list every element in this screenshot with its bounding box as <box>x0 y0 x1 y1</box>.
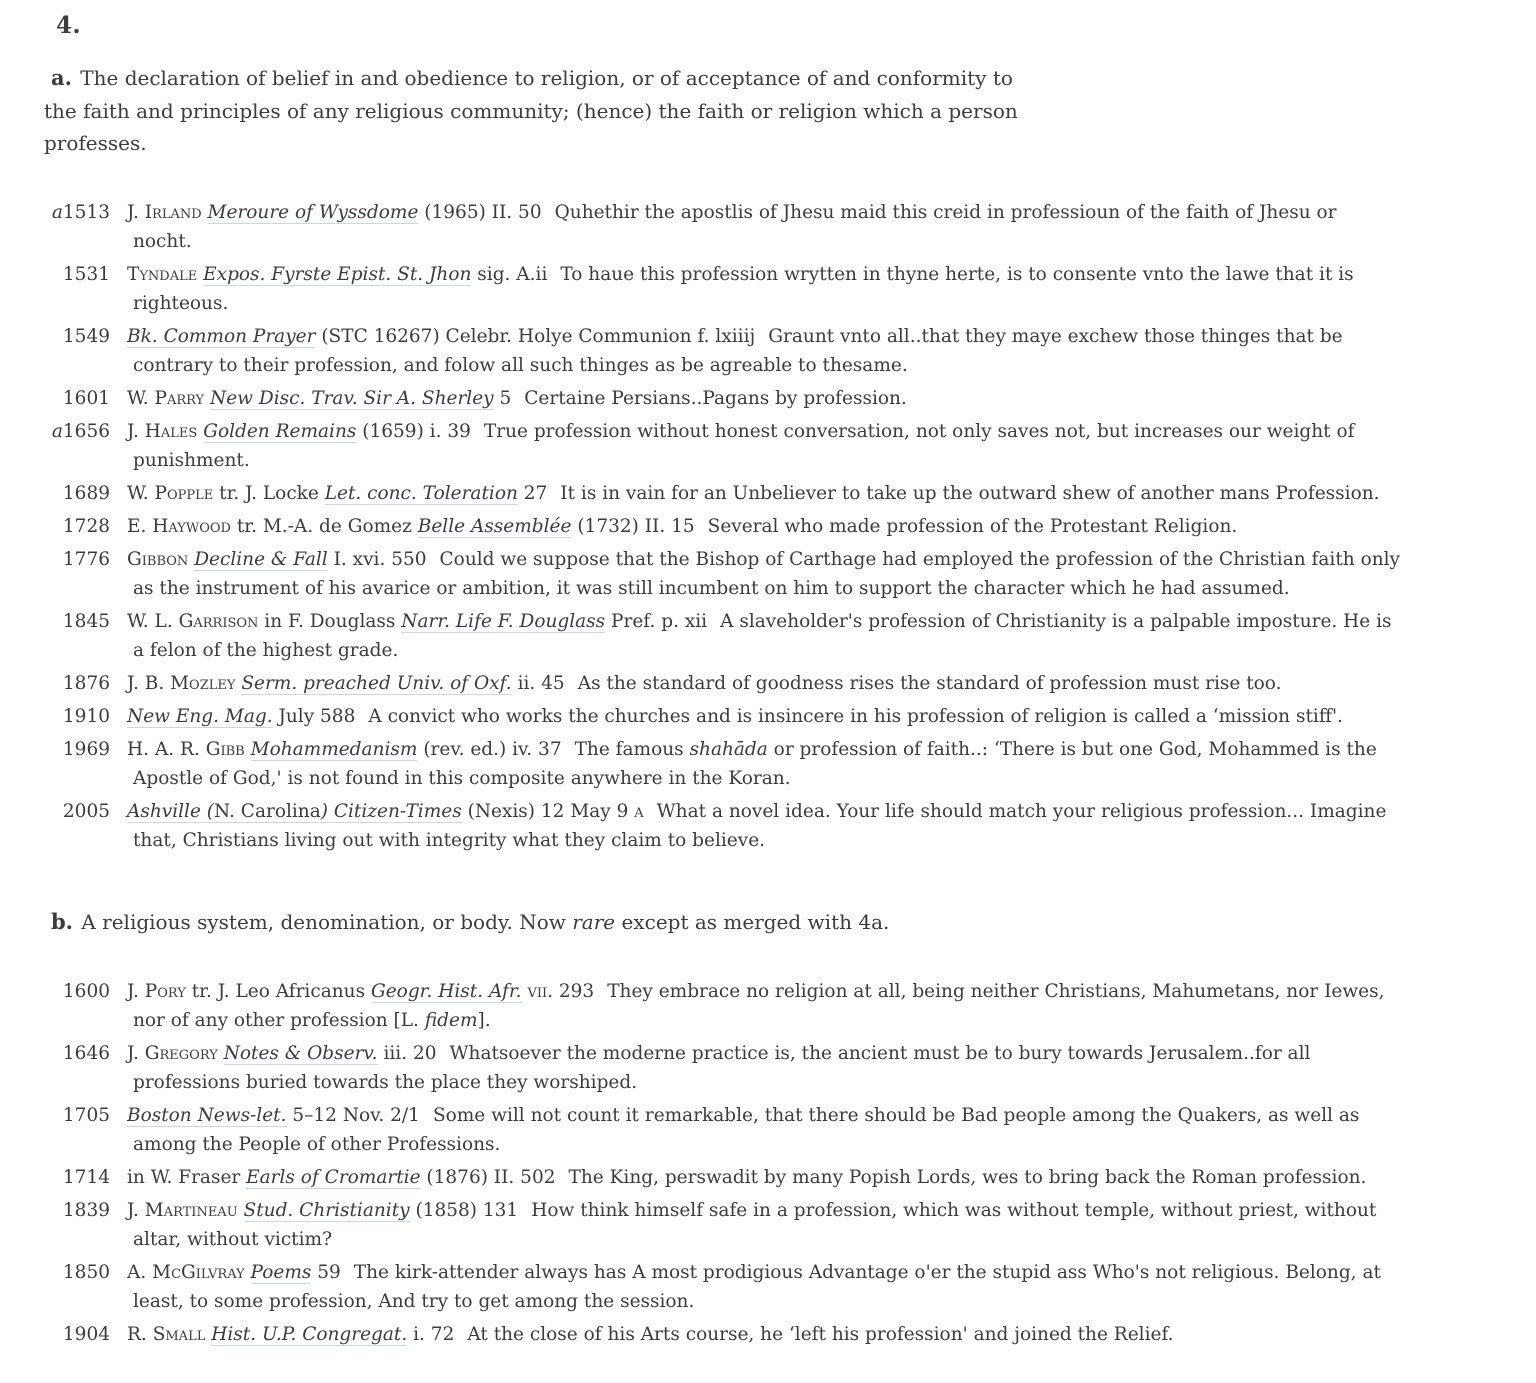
citation-text: (1732) II. 15 <box>571 515 695 537</box>
quotation-date: 1876 <box>62 672 110 694</box>
quotation-date: 1714 <box>62 1166 110 1188</box>
quotation-body <box>127 417 1401 475</box>
citation-text: except as merged with 4a. <box>615 909 890 934</box>
quote-text <box>708 516 1238 537</box>
author-name: J. Martineau <box>127 1199 238 1221</box>
citation-text <box>245 1262 251 1283</box>
citation-text: (STC 16267) Celebr. Holye Communion f. lxiiij <box>315 325 756 347</box>
quotation-date: 1689 <box>62 482 110 504</box>
citation-text: To haue this profession wrytten in thyne herte, is to consente vnto the lawe that it is righteous. <box>133 263 1354 314</box>
citation-text: They embrace no religion at all, being neither Christians, Mahumetans, nor Iewes, nor of any other profession [L. <box>133 980 1385 1031</box>
quotation-date: 1531 <box>62 263 110 285</box>
sense-b-definition-text <box>81 910 889 934</box>
quotation-row <box>44 384 1478 413</box>
citation-text: 5–12 Nov. 2/1 <box>286 1104 420 1126</box>
quotation-body <box>127 384 907 413</box>
work-title-link[interactable]: Notes & Observ. <box>223 1042 378 1064</box>
citation-text: tr. M.-A. de Gomez <box>230 515 418 537</box>
sense-a-letter: a. <box>51 65 72 90</box>
quotation-body <box>127 977 1401 1035</box>
quotation-row <box>44 479 1478 508</box>
quotation-date: 1776 <box>62 548 110 570</box>
work-title-link[interactable]: ) Citizen-Times <box>320 800 462 822</box>
quote-text <box>467 1324 1173 1345</box>
quotation-row <box>44 260 1478 318</box>
quotation-row <box>44 735 1478 793</box>
citation-text: (1659) i. 39 <box>356 420 471 442</box>
quote-text <box>578 673 1282 694</box>
citation-text: tr. J. Leo Africanus <box>185 980 371 1002</box>
quotation-body <box>127 322 1401 380</box>
work-title-link[interactable]: Belle Assemblée <box>417 515 572 537</box>
citation-text: Whatsoever the moderne practice is, the ancient must be to bury towards Jerusalem..for all professions buried towards the place they worshiped. <box>133 1042 1311 1093</box>
sense-b-definition <box>44 905 1444 939</box>
quote-text <box>524 388 907 409</box>
work-title-link[interactable]: Golden Remains <box>203 420 357 442</box>
work-title-link[interactable]: New Eng. Mag. <box>127 705 273 727</box>
author-name: J. Irland <box>127 201 202 223</box>
quotation-row <box>44 1320 1478 1349</box>
quotation-body <box>127 1258 1401 1316</box>
citation-text: A convict who works the churches and is insincere in his profession of religion is called a ‘mission stiff'. <box>368 705 1343 727</box>
sense-b-quotations <box>44 977 1478 1349</box>
citation-text: Could we suppose that the Bishop of Carthage had employed the profession of the Christian faith only as the instrument of his avarice or ambition, it was still incumbent on him to support the character which he had assumed. <box>133 548 1400 599</box>
author-name: H. A. R. Gibb <box>127 738 245 760</box>
work-title-link[interactable]: Narr. Life F. Douglass <box>401 610 606 632</box>
sense-a-quotations <box>44 198 1478 855</box>
quotation-body <box>127 260 1401 318</box>
quotation-date: 1549 <box>62 325 110 347</box>
citation-text: As the standard of goodness rises the standard of profession must rise too. <box>577 672 1282 694</box>
citation-text: (1858) 131 <box>409 1199 519 1221</box>
citation-text: in W. Fraser <box>127 1166 247 1188</box>
quotation-date: 1601 <box>62 387 110 409</box>
quotation-date: 1969 <box>62 738 110 760</box>
citation-text: It is in vain for an Unbeliever to take up the outward shew of another mans Profession. <box>560 482 1380 504</box>
citation-text: in F. Douglass <box>258 610 402 632</box>
quotation-row <box>44 512 1478 541</box>
quotation-date: 2005 <box>62 800 110 822</box>
author-name: J. Gregory <box>127 1042 218 1064</box>
citation-text: July 588 <box>272 705 356 727</box>
quotation-row <box>44 702 1478 731</box>
quotation-date: 1845 <box>62 610 110 632</box>
quotation-row <box>44 977 1478 1035</box>
quote-text <box>368 706 1343 727</box>
citation-text: vii <box>527 980 548 1002</box>
work-title-link[interactable]: Meroure of Wyssdome <box>207 201 419 223</box>
citation-text: A slaveholder's profession of Christianity is a palpable imposture. He is a felon of the highest grade. <box>133 610 1392 661</box>
quotation-date: 1904 <box>62 1323 110 1345</box>
author-name: A. McGilvray <box>127 1261 245 1283</box>
citation-text: Pref. p. xii <box>605 610 708 632</box>
citation-text: 5 <box>493 387 512 409</box>
quotation-row <box>44 1039 1478 1097</box>
quotation-row <box>44 669 1478 698</box>
quotation-row <box>44 1101 1478 1159</box>
work-title-link[interactable]: Boston News-let. <box>127 1104 287 1126</box>
work-title-link[interactable]: Hist. U.P. Congregat. <box>211 1323 408 1345</box>
quotation-body <box>127 669 1282 698</box>
citation-text: ]. <box>477 1009 491 1031</box>
quotation-body <box>127 1163 1366 1192</box>
sense-number: 4. <box>56 12 82 39</box>
author-name: Gibbon <box>127 548 189 570</box>
citation-text: Several who made profession of the Protestant Religion. <box>707 515 1238 537</box>
citation-text: Graunt vnto all..that they maye exchew those thinges that be contrary to their profession, and folow all such thinges as be agreable to thesame. <box>133 325 1343 376</box>
quote-text <box>560 483 1379 504</box>
quotation-row <box>44 1163 1478 1192</box>
quotation-date: 1646 <box>62 1042 110 1064</box>
citation-text: Some will not count it remarkable, that there should be Bad people among the Quakers, as well as among the People of other Professions. <box>133 1104 1360 1155</box>
citation-text <box>238 1200 244 1221</box>
citation-text: I. xvi. 550 <box>327 548 427 570</box>
author-name: R. Small <box>127 1323 206 1345</box>
quotation-body <box>127 1101 1401 1159</box>
quotation-body <box>127 479 1380 508</box>
quotation-row <box>44 545 1478 603</box>
work-title-link[interactable]: Stud. Christianity <box>243 1199 410 1221</box>
citation-text: What a novel idea. Your life should match your religious profession... Imagine that, Christians living out with integrity what they claim to believe. <box>133 800 1387 851</box>
quotation-body <box>127 607 1401 665</box>
citation-text <box>245 739 251 760</box>
work-title-link[interactable]: Decline & Fall <box>194 548 328 570</box>
quotation-body <box>127 1039 1401 1097</box>
author-name: Tyndale <box>127 263 198 285</box>
citation-text: How think himself safe in a profession, which was without temple, without priest, without altar, without victim? <box>133 1199 1377 1250</box>
work-title-link[interactable]: N. Carolina <box>214 800 321 822</box>
quote-italic-term: fidem <box>424 1009 478 1031</box>
work-title-link[interactable]: Poems <box>250 1261 312 1283</box>
quotation-row <box>44 607 1478 665</box>
sense-a-definition-text <box>44 66 1018 155</box>
citation-text: The kirk-attender always has A most prodigious Advantage o'er the stupid ass Who's not religious. Belong, at least, to some profession, And try to get among the session. <box>133 1261 1381 1312</box>
citation-text: i. 72 <box>407 1323 455 1345</box>
author-name: W. Popple <box>127 482 214 504</box>
author-name: J. Hales <box>127 420 198 442</box>
author-name: W. L. Garrison <box>127 610 259 632</box>
author-name: E. Haywood <box>127 515 231 537</box>
citation-text: ii. 45 <box>511 672 565 694</box>
quotation-row <box>44 1196 1478 1254</box>
citation-text: or profession of faith..: ‘There is but one God, Mohammed is the Apostle of God,' is not found in this composite anywhere in the Koran. <box>133 738 1377 789</box>
quotation-body <box>127 797 1401 855</box>
citation-text <box>202 202 208 223</box>
work-title-link[interactable]: Ashville ( <box>127 800 215 822</box>
quotation-body <box>127 735 1401 793</box>
citation-text: The famous <box>574 738 690 760</box>
quotation-row <box>44 417 1478 475</box>
quotation-date: 1850 <box>62 1261 110 1283</box>
quotation-date: 1839 <box>62 1199 110 1221</box>
quote-italic-term: rare <box>572 909 616 934</box>
quotation-body <box>127 198 1401 256</box>
sense-a-section <box>44 61 1478 855</box>
citation-text: (rev. ed.) iv. 37 <box>417 738 562 760</box>
date-ante-prefix: a <box>51 420 63 442</box>
citation-text: True profession without honest conversation, not only saves not, but increases our weight of punishment. <box>133 420 1355 471</box>
citation-text: 59 <box>311 1261 341 1283</box>
work-title-link[interactable]: Let. conc. Toleration <box>324 482 518 504</box>
sense-a-definition <box>44 61 1044 160</box>
citation-text: (Nexis) 12 May 9 <box>461 800 635 822</box>
quote-italic-term: shahāda <box>689 738 768 760</box>
citation-text: a <box>634 800 644 822</box>
quotation-body <box>127 512 1237 541</box>
citation-text <box>218 1043 224 1064</box>
work-title-link[interactable]: New Disc. Trav. Sir A. Sherley <box>210 387 494 409</box>
quote-text <box>569 1167 1367 1188</box>
citation-text: . 293 <box>547 980 595 1002</box>
quotation-row <box>44 797 1478 855</box>
work-title-link[interactable]: Mohammedanism <box>250 738 418 760</box>
citation-text: The declaration of belief in and obedience to religion, or of acceptance of and conformity to the faith and principles of any religious community; (hence) the faith or religion which a person professes. <box>44 66 1018 156</box>
citation-text: (1876) II. 502 <box>420 1166 556 1188</box>
work-title-link[interactable]: Serm. preached Univ. of Oxf. <box>241 672 512 694</box>
citation-text: At the close of his Arts course, he ‘left his profession' and joined the Relief. <box>467 1323 1174 1345</box>
work-title-link[interactable]: Bk. Common Prayer <box>127 325 316 347</box>
quotation-body <box>127 545 1401 603</box>
quotation-body <box>127 1320 1174 1349</box>
author-name: J. Pory <box>127 980 186 1002</box>
quotation-date: 1910 <box>62 705 110 727</box>
sense-b-letter: b. <box>51 908 73 934</box>
work-title-link[interactable]: Expos. Fyrste Epist. St. Jhon <box>203 263 472 285</box>
quotation-date: 1705 <box>62 1104 110 1126</box>
citation-text: sig. A.ii <box>471 263 548 285</box>
citation-text: The King, perswadit by many Popish Lords, wes to bring back the Roman profession. <box>568 1166 1367 1188</box>
author-name: J. B. Mozley <box>127 672 236 694</box>
work-title-link[interactable]: Geogr. Hist. Afr. <box>370 980 522 1002</box>
quotation-row <box>44 1258 1478 1316</box>
sense-b-section <box>44 905 1478 1349</box>
quotation-date: a1513 <box>51 201 110 223</box>
citation-text: Certaine Persians..Pagans by profession. <box>524 387 907 409</box>
quotation-row <box>44 322 1478 380</box>
quotation-row <box>44 198 1478 256</box>
citation-text: 27 <box>517 482 548 504</box>
date-ante-prefix: a <box>51 201 63 223</box>
citation-text: A religious system, denomination, or body. Now <box>81 909 573 934</box>
quotation-body <box>127 702 1343 731</box>
citation-text: iii. 20 <box>377 1042 437 1064</box>
author-name: W. Parry <box>127 387 205 409</box>
quotation-date: 1728 <box>62 515 110 537</box>
quotation-date: 1600 <box>62 980 110 1002</box>
quotation-body <box>127 1196 1401 1254</box>
quotation-date: a1656 <box>51 420 110 442</box>
citation-text: Quhethir the apostlis of Jhesu maid this creid in professioun of the faith of Jhesu or nocht. <box>133 201 1337 252</box>
work-title-link[interactable]: Earls of Cromartie <box>246 1166 421 1188</box>
citation-text: tr. J. Locke <box>213 482 325 504</box>
citation-text: (1965) II. 50 <box>418 201 542 223</box>
